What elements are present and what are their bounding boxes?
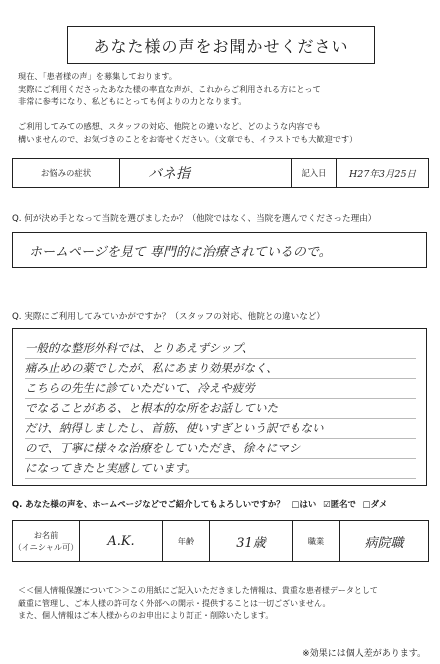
name-value: A.K. xyxy=(80,521,163,561)
privacy-notice: ＜＜個人情報保護について＞＞この用紙にご記入いただきました情報は、貴重な患者様データとして 厳重に管理し、ご本人様の許可なく外部への開示・提供することは一切ございません。 また、個人情報はご本人様からのお申出により訂正・削除いたします。 xyxy=(18,586,378,621)
profile-row xyxy=(12,520,429,562)
symptom-value: バネ指 xyxy=(120,159,292,187)
footnote: ※効果には個人差があります。 xyxy=(302,649,426,659)
answer-2-line: 一般的な整形外科では、とりあえずシップ、 xyxy=(25,339,416,359)
consent-option-anonymous[interactable]: ☑匿名で xyxy=(323,499,356,509)
intro-text: 現在、「患者様の声」を募集しております。 実際にご利用くださったあなた様の率直な声が、これからご利用される方にとって 非常に参考になり、私どもにとっても何よりの力となります。 ご利用してみての感想、スタッフの対応、他院との違いなど、どのような内容でも 構いませんので、お気づきのことをお寄せください。（文章でも、イラストでも大歓迎です） xyxy=(18,71,358,144)
consent-question xyxy=(12,498,432,510)
answer-1: ホームページを見て 専門的に治療されているので。 xyxy=(12,232,427,268)
answer-2-line: こちらの先生に診ていただいて、冷えや疲労 xyxy=(25,379,416,399)
answer-2-line: ので、丁寧に様々な治療をしていただき、徐々にマシ xyxy=(25,439,416,459)
question-1: Q. 何が決め手となって当院を選びましたか？（他院ではなく、当院を選んでくださった理由） xyxy=(12,214,377,224)
answer-2 xyxy=(12,328,427,486)
answer-2-line: だけ、納得しましたし、首筋、使いすぎという訳でもない xyxy=(25,419,416,439)
answer-2-line: でなることがある、と根本的な所をお話していた xyxy=(25,399,416,419)
consent-question-text: Q. あなた様の声を、ホームページなどでご紹介してもよろしいですか？ xyxy=(12,499,285,509)
job-value: 病院職 xyxy=(364,535,404,551)
date-label: 記入日 xyxy=(292,159,337,187)
answer-2-line: 痛み止めの薬でしたが、私にあまり効果がなく、 xyxy=(25,359,416,379)
page-title: あなた様の声をお聞かせください xyxy=(67,26,375,64)
consent-option-yes[interactable]: □はい xyxy=(291,499,317,509)
symptom-label: お悩みの症状 xyxy=(13,159,120,187)
symptom-row xyxy=(12,158,429,188)
age-label: 年齢 xyxy=(163,521,210,561)
age-value: 31歳 xyxy=(210,521,293,561)
answer-2-line: になってきたと実感しています。 xyxy=(25,459,416,479)
name-label: お名前 （イニシャル可） xyxy=(13,521,80,561)
consent-option-no[interactable]: □ダメ xyxy=(362,499,388,509)
date-value: H27年3月25日 xyxy=(348,169,416,180)
job-label: 職業 xyxy=(293,521,340,561)
question-2: Q. 実際にご利用してみていかがですか？（スタッフの対応、他院との違いなど） xyxy=(12,312,326,322)
